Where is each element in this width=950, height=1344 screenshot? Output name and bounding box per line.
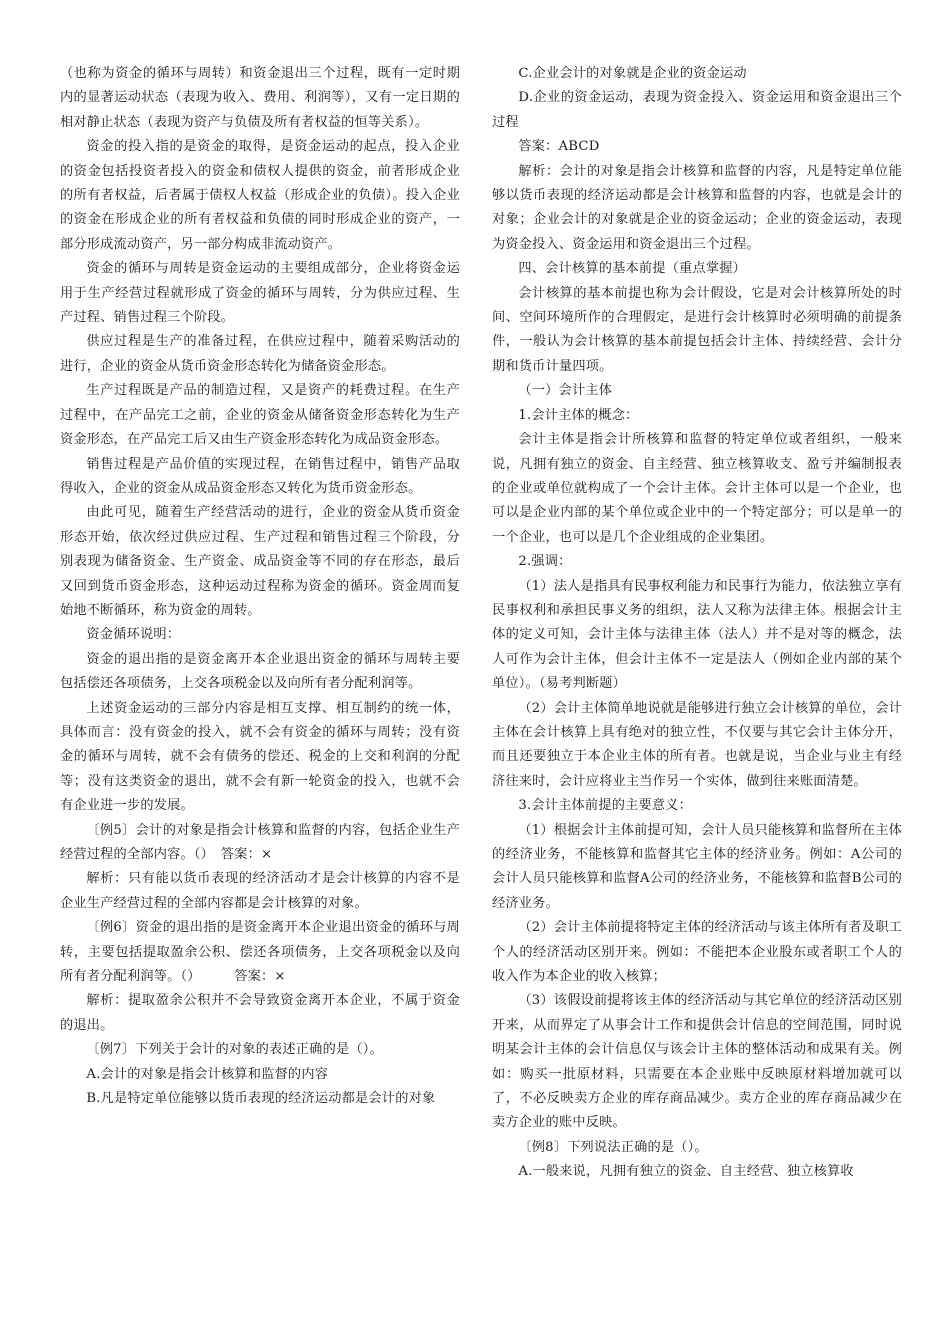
subsection-heading: 3.会计主体前提的主要意义：	[518, 798, 693, 814]
paragraph: （2）会计主体前提将特定主体的经济活动与该主体所有者及职工个人的经济活动区别开来。例如：不能把本企业股东或者职工个人的收入作为本企业的收入核算；	[492, 920, 902, 985]
paragraph: 生产过程既是产品的制造过程，又是资产的耗费过程。在生产过程中，在产品完工之前，企业的资金从储备资金形态转化为生产资金形态，在产品完工后又由生产资金形态转化为成品资金形态。	[60, 383, 460, 448]
paragraph: （1）根据会计主体前提可知，会计人员只能核算和监督所在主体的经济业务，不能核算和监督其它主体的经济业务。例如：A公司的会计人员只能核算和监督A公司的经济业务，不能核算和监督B公司的经济业务。	[492, 822, 902, 911]
example-analysis: 解析：只有能以货币表现的经济活动才是会计核算的内容不是企业生产经营过程的全部内容都是会计核算的对象。	[60, 871, 460, 911]
paragraph: 会计主体是指会计所核算和监督的特定单位或者组织，一般来说，凡拥有独立的资金、自主经营、独立核算收支、盈亏并编制报表的企业或单位就构成了一个会计主体。会计主体可以是一个企业，也可以是企业内部的某个单位或企业中的一个特定部分；可以是单一的一个企业，也可以是几个企业组成的企业集团。	[492, 432, 902, 545]
paragraph: （3）该假设前提将该主体的经济活动与其它单位的经济活动区别开来，从而界定了从事会计工作和提供会计信息的空间范围，同时说明某会计主体的会计信息仅与该会计主体的整体活动和成果有关。例如：购买一批原材料，只需要在本企业账中反映原材料增加就可以了，不必反映卖方企业的库存商品减少。卖方企业的库存商品减少在卖方企业的账中反映。	[492, 993, 902, 1131]
paragraph: 上述资金运动的三部分内容是相互支撑、相互制约的统一体，具体而言：没有资金的投入，就不会有资金的循环与周转；没有资金的循环与周转，就不会有债务的偿还、税金的上交和利润的分配等；没有这类资金的退出，就不会有新一轮资金的投入，也就不会有企业进一步的发展。	[60, 700, 460, 814]
example-option: A.会计的对象是指会计核算和监督的内容	[86, 1066, 329, 1082]
paragraph: 资金的循环与周转是资金运动的主要组成部分，企业将资金运用于生产经营过程就形成了资金的循环与周转，分为供应过程、生产过程、销售过程三个阶段。	[60, 261, 460, 326]
subsection-heading: 2.强调：	[518, 554, 572, 570]
example-option: B.凡是特定单位能够以货币表现的经济运动都是会计的对象	[86, 1091, 436, 1107]
example-question: 〔例8〕下列说法正确的是（）。	[518, 1139, 708, 1155]
paragraph: 由此可见，随着生产经营活动的进行，企业的资金从货币资金形态开始，依次经过供应过程、生产过程和销售过程三个阶段，分别表现为储备资金、生产资金、成品资金等不同的存在形态，最后又回到货币资金形态，这种运动过程称为资金的循环。资金周而复始地不断循环，称为资金的周转。	[60, 505, 460, 618]
paragraph: （2）会计主体简单地说就是能够进行独立会计核算的单位，会计主体在会计核算上具有绝对的独立性，不仅要与其它会计主体分开，而且还要独立于本企业主体的所有者。也就是说，当企业与业主有经济往来时，会计应将业主当作另一个实体，做到往来账面清楚。	[492, 700, 902, 789]
example-answer: 答案：ABCD	[518, 139, 600, 155]
example-analysis: 解析：提取盈余公积并不会导致资金离开本企业，不属于资金的退出。	[60, 993, 460, 1033]
paragraph: （1）法人是指具有民事权利能力和民事行为能力，依法独立享有民事权利和承担民事义务的组织，法人又称为法律主体。根据会计主体的定义可知，会计主体与法律主体（法人）并不是对等的概念，法人可作为会计主体，但会计主体不一定是法人（例如企业内部的某个单位）。（易考判断题）	[492, 578, 902, 692]
subsection-heading: 1.会计主体的概念：	[518, 407, 639, 423]
paragraph: 供应过程是生产的准备过程，在供应过程中，随着采购活动的进行，企业的资金从货币资金形态转化为储备资金形态。	[60, 334, 460, 374]
paragraph: 销售过程是产品价值的实现过程，在销售过程中，销售产品取得收入，企业的资金从成品资金形态又转化为货币资金形态。	[60, 456, 460, 496]
paragraph: 资金循环说明：	[86, 627, 181, 643]
paragraph: （也称为资金的循环与周转）和资金退出三个过程，既有一定时期内的显著运动状态（表现为收入、费用、利润等），又有一定日期的相对静止状态（表现为资产与负债及所有者权益的恒等关系）。	[60, 66, 460, 130]
paragraph: 资金的投入指的是资金的取得，是资金运动的起点，投入企业的资金包括投资者投入的资金和债权人提供的资金，前者形成企业的所有者权益，后者属于债权人权益（形成企业的负债）。投入企业的资金在形成企业的所有者权益和负债的同时形成企业的资产，一部分形成流动资产，另一部分构成非流动资产。	[60, 139, 460, 252]
paragraph: 资金的退出指的是资金离开本企业退出资金的循环与周转主要包括偿还各项债务，上交各项税金以及向所有者分配利润等。	[60, 651, 460, 692]
section-heading: 四、会计核算的基本前提（重点掌握）	[518, 261, 746, 277]
example-question: 〔例7〕下列关于会计的对象的表述正确的是（）。	[86, 1042, 383, 1058]
example-question: 〔例5〕会计的对象是指会计核算和监督的内容，包括企业生产经营过程的全部内容。（） 答案：×	[60, 822, 460, 862]
example-option: A.一般来说，凡拥有独立的资金、自主经营、独立核算收	[518, 1164, 854, 1180]
example-option: C.企业会计的对象就是企业的资金运动	[518, 66, 747, 81]
subsection-heading: （一）会计主体	[518, 383, 613, 399]
paragraph: 会计核算的基本前提也称为会计假设，它是对会计核算所处的时间、空间环境所作的合理假定，是进行会计核算时必须明确的前提条件，一般认为会计核算的基本前提包括会计主体、持续经营、会计分期和货币计量四项。	[492, 285, 902, 374]
example-analysis: 解析：会计的对象是指会计核算和监督的内容，凡是特定单位能够以货币表现的经济运动都是会计核算和监督的内容，也就是会计的对象；企业会计的对象就是企业的资金运动；企业的资金运动，表现为资金投入、资金运用和资金退出三个过程。	[492, 163, 902, 252]
example-option: D.企业的资金运动，表现为资金投入、资金运用和资金退出三个过程	[492, 90, 902, 130]
example-question: 〔例6〕资金的退出指的是资金离开本企业退出资金的循环与周转，主要包括提取盈余公积、偿还各项债务，上交各项税金以及向所有者分配利润等。（） 答案：×	[60, 920, 460, 985]
right-column	[492, 62, 902, 1185]
left-column	[60, 62, 460, 1111]
